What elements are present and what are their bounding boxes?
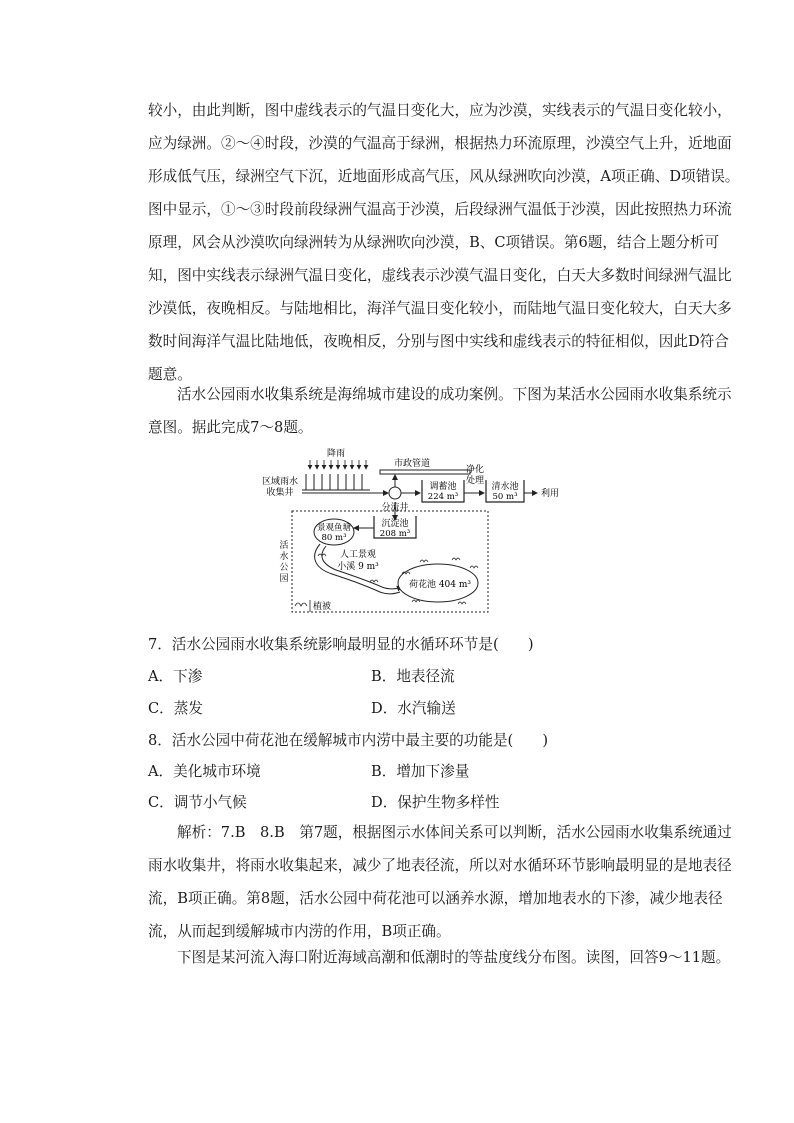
text-line: 应为绿洲。②～④时段，沙漠的气温高于绿洲，根据热力环流原理，沙漠空气上升，近地面	[148, 135, 732, 152]
question-7-option-b: B．地表径流	[371, 668, 455, 685]
answer-paragraph	[148, 816, 732, 948]
text-line: 雨水收集井，将雨水收集起来，减少了地表径流，所以对水循环环节影响最明显的是地表径	[148, 857, 732, 874]
explanation-paragraph-1	[148, 94, 740, 391]
question-8-stem: 8．活水公园中荷花池在缓解城市内涝中最主要的功能是( )	[148, 732, 549, 749]
question-8-option-a: A．美化城市环境	[148, 763, 261, 780]
svg-text:活: 活	[279, 541, 289, 551]
text-line: 流，从而起到缓解城市内涝的作用，B项正确。	[148, 923, 451, 940]
svg-text:公: 公	[279, 563, 289, 573]
fish-pond-volume: 80 m³	[321, 533, 347, 543]
text-line: 题意。	[148, 366, 192, 383]
question-7-option-a: A．下渗	[148, 668, 203, 685]
municipal-pipe-label: 市政管道	[393, 459, 431, 469]
stream-label: 人工景观	[339, 550, 377, 560]
collection-wells	[302, 474, 374, 493]
next-intro-paragraph	[148, 941, 731, 974]
text-line: 形成低气压，绿洲空气下沉，近地面形成高气压，风从绿洲吹向沙漠，A项正确、D项错误。	[148, 168, 740, 185]
svg-text:园: 园	[279, 574, 289, 584]
rain-arrows	[310, 460, 366, 469]
question-7-option-c: C．蒸发	[148, 700, 203, 717]
lotus-pond-label: 荷花池 404 m³	[408, 580, 472, 590]
text-line: 知，图中实线表示绿洲气温日变化，虚线表示沙漠气温日变化，白天大多数时间绿洲气温比	[148, 267, 732, 284]
purification-label: 处理	[465, 476, 485, 486]
question-8-option-d: D．保护生物多样性	[371, 794, 500, 811]
municipal-pipe	[380, 470, 470, 474]
question-7-option-d: D．水汽输送	[371, 700, 456, 717]
text-line: 下图是某河流入海口附近海域高潮和低潮时的等盐度线分布图。读图，回答9～11题。	[177, 949, 731, 966]
collection-well-label: 收集井	[266, 488, 294, 498]
text-line: 较小，由此判断，图中虚线表示的气温日变化大，应为沙漠，实线表示的气温日变化较小，	[148, 102, 732, 119]
text-line: 意图。据此完成7～8题。	[148, 419, 313, 436]
clear-water-pool-volume: 50 m³	[492, 492, 518, 502]
question-7-stem: 7．活水公园雨水收集系统影响最明显的水循环环节是( )	[148, 636, 534, 653]
text-line: 沙漠低，夜晚相反。与陆地相比，海洋气温日变化较小，而陆地气温日变化较大，白天大多	[148, 300, 732, 317]
text-line: 活水公园雨水收集系统是海绵城市建设的成功案例。下图为某活水公园雨水收集系统示	[177, 386, 732, 403]
split-well	[389, 487, 401, 499]
text-line: 解析：7.B 8.B 第7题，根据图示水体间关系可以判断，活水公园雨水收集系统通过	[177, 824, 732, 841]
vegetation-legend: 植被	[312, 602, 332, 612]
stream-volume: 小溪 9 m³	[337, 562, 379, 572]
text-line: 原理，风会从沙漠吹向绿洲转为从绿洲吹向沙漠，B、C项错误。第6题，结合上题分析可	[148, 234, 720, 251]
text-line: 流，B项正确。第8题，活水公园中荷花池可以涵养水源，增加地表水的下渗，减少地表径	[148, 890, 723, 907]
purification-label: 净化	[465, 465, 485, 475]
rainwater-system-diagram	[262, 444, 562, 618]
text-line: 图中显示，①～③时段前段绿洲气温高于沙漠，后段绿洲气温低于沙漠，因此按照热力环流	[148, 201, 732, 218]
fish-pond-label: 景观鱼塘	[316, 523, 352, 533]
intro-paragraph	[148, 378, 732, 444]
text-line: 数时间海洋气温比陆地低，夜晚相反，分别与图中实线和虚线表示的特征相似，因此D符合	[148, 333, 729, 350]
split-well-label: 分流井	[381, 503, 409, 513]
question-8-option-c: C．调节小气候	[148, 794, 247, 811]
storage-pool-volume: 224 m³	[427, 492, 459, 502]
clear-water-pool-label: 清水池	[491, 482, 519, 492]
settling-pool-label: 沉淀池	[381, 519, 409, 529]
storage-pool-label: 调蓄池	[429, 482, 457, 492]
collection-well-label: 区域雨水	[262, 477, 299, 487]
svg-text:水: 水	[279, 552, 289, 562]
question-8-option-b: B．增加下渗量	[371, 763, 470, 780]
park-label	[279, 540, 288, 584]
use-label: 利用	[540, 489, 560, 499]
settling-pool-volume: 208 m³	[379, 529, 411, 539]
rain-label: 降雨	[326, 449, 346, 459]
